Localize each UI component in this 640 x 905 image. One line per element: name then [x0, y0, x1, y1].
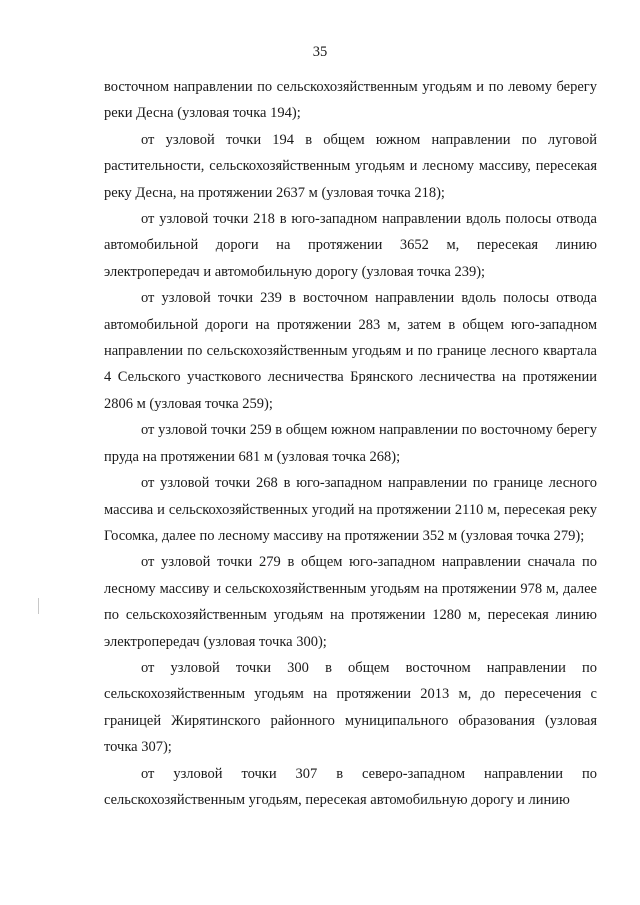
- paragraph-segment-259-268: от узловой точки 259 в общем южном направлении по восточному берегу пруда на протяжении 681 м (узловая точка 268);: [104, 422, 597, 465]
- paragraph-segment-307: от узловой точки 307 в северо-западном направлении по сельскохозяйственным угодьям, пересекая автомобильную дорогу и линию: [104, 765, 597, 808]
- paragraph-segment-279-300: от узловой точки 279 в общем юго-западном направлении сначала по лесному массиву и сельскохозяйственным угодьям на протяжении 978 м, далее по сельскохозяйственным угодьям на протяжении 1280 м, пересекая линию электропередач (узловая точка 300);: [104, 554, 597, 650]
- paragraph-segment-268-279: от узловой точки 268 в юго-западном направлении по границе лесного массива и сельскохозяйственных угодий на протяжении 2110 м, пересекая реку Госомка, далее по лесному массиву на протяжении 352 м (узловая точка 279);: [104, 475, 597, 544]
- paragraph-segment-300-307: от узловой точки 300 в общем восточном направлении по сельскохозяйственным угодьям на протяжении 2013 м, до пересечения с границей Жирятинского районного муниципального образования (узловая точка 307);: [104, 659, 597, 756]
- document-body: [104, 74, 597, 813]
- paragraph-segment-194-218: от узловой точки 194 в общем южном направлении по луговой растительности, сельскохозяйственным угодьям и лесному массиву, пересекая реку Десна, на протяжении 2637 м (узловая точка 218);: [104, 131, 597, 201]
- paragraph-continuation: восточном направлении по сельскохозяйственным угодьям и по левому берегу реки Десна (узловая точка 194);: [104, 79, 597, 122]
- page-number: 35: [312, 44, 328, 60]
- paragraph-segment-218-239: от узловой точки 218 в юго-западном направлении вдоль полосы отвода автомобильной дороги на протяжении 3652 м, пересекая линию электропередач и автомобильную дорогу (узловая точка 239);: [104, 211, 597, 280]
- scan-margin-mark: [38, 598, 39, 614]
- paragraph-segment-239-259: от узловой точки 239 в восточном направлении вдоль полосы отвода автомобильной дороги на протяжении 283 м, затем в общем юго-западном направлении по сельскохозяйственным угодьям и по границе лесного квартала 4 Сельского участкового лесничества Брянского лесничества на протяжении 2806 м (узловая точка 259);: [104, 290, 597, 412]
